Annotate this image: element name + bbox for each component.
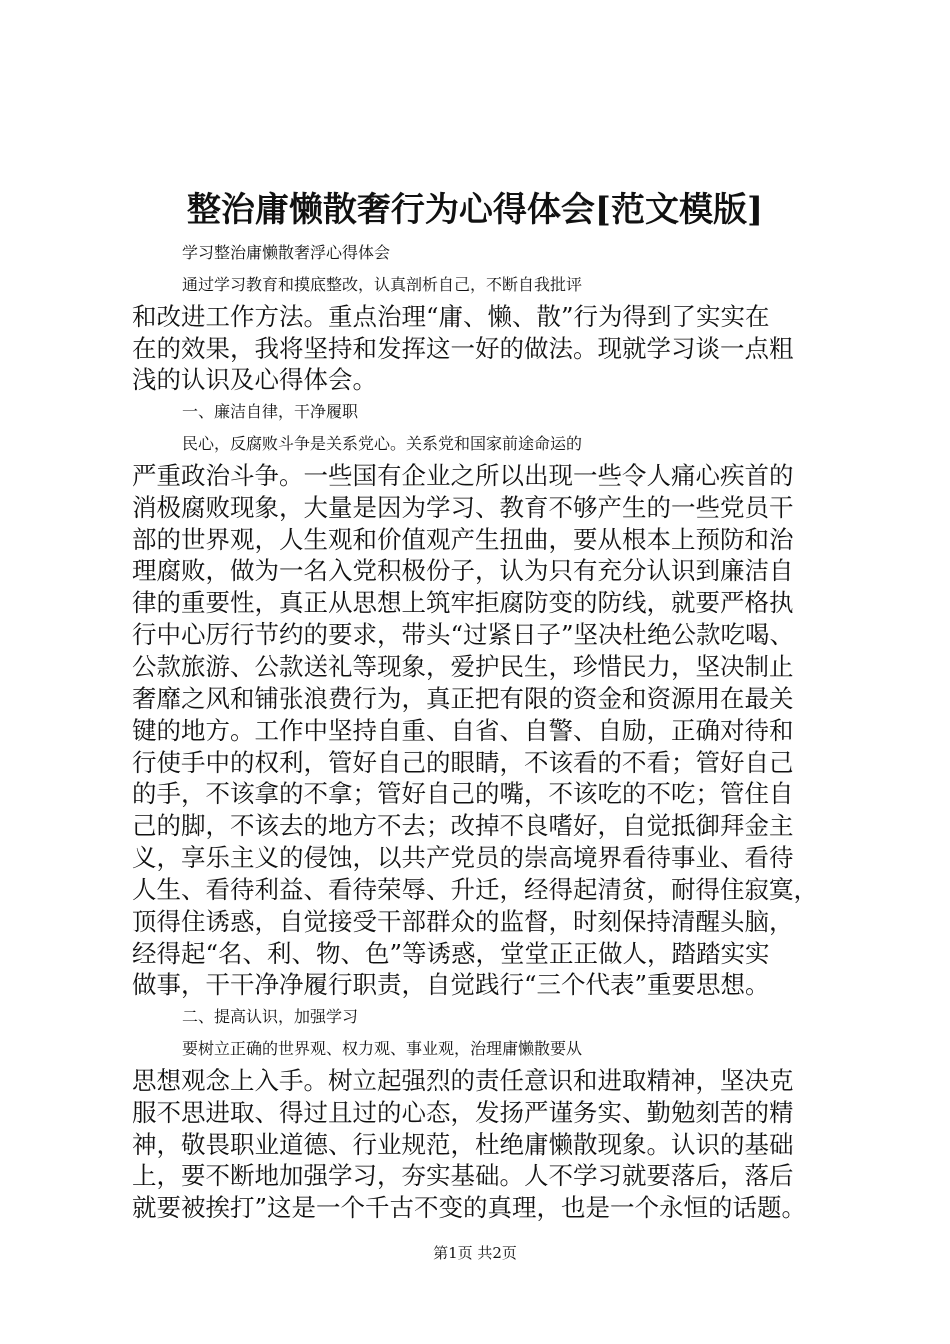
text-line: 在的效果，我将坚持和发挥这一好的做法。现就学习谈一点粗 (132, 333, 794, 363)
page-footer: 第1页 共2页 (433, 1244, 517, 1262)
text-line: 神，敬畏职业道德、行业规范，杜绝庸懒散现象。认识的基础 (132, 1129, 794, 1159)
text-line: 键的地方。工作中坚持自重、自省、自警、自励，正确对待和 (132, 715, 794, 745)
text-line: 做事，干干净净履行职责，自觉践行“三个代表”重要思想。 (132, 970, 770, 1000)
text-line: 理腐败，做为一名入党积极份子，认为只有充分认识到廉洁自 (132, 556, 794, 586)
text-line: 通过学习教育和摸底整改，认真剖析自己，不断自我批评 (182, 274, 583, 294)
text-line: 要树立正确的世界观、权力观、事业观，治理庸懒散要从 (182, 1039, 583, 1059)
text-line: 行中心厉行节约的要求，带头“过紧日子”坚决杜绝公款吃喝、 (132, 620, 795, 650)
text-line: 和改进工作方法。重点治理“庸、懒、散”行为得到了实实在 (132, 301, 770, 331)
text-line: 义，享乐主义的侵蚀，以共产党员的崇高境界看待事业、看待 (132, 843, 794, 873)
text-line: 人生、看待利益、看待荣辱、升迁，经得起清贫，耐得住寂寞， (132, 874, 818, 904)
document-title: 整治庸懒散奢行为心得体会[范文模版] (186, 190, 764, 230)
text-line: 顶得住诱惑，自觉接受干部群众的监督，时刻保持清醒头脑， (132, 906, 794, 936)
text-line: 消极腐败现象，大量是因为学习、教育不够产生的一些党员干 (132, 492, 794, 522)
text-line: 思想观念上入手。树立起强烈的责任意识和进取精神，坚决克 (132, 1065, 794, 1095)
text-line: 上，要不断地加强学习，夯实基础。人不学习就要落后，落后 (132, 1161, 794, 1191)
text-line: 浅的认识及心得体会。 (132, 365, 377, 395)
text-line: 服不思进取、得过且过的心态，发扬严谨务实、勤勉刻苦的精 (132, 1097, 794, 1127)
text-line: 律的重要性，真正从思想上筑牢拒腐防变的防线，就要严格执 (132, 588, 794, 618)
text-line: 经得起“名、利、物、色”等诱惑，堂堂正正做人，踏踏实实 (132, 938, 770, 968)
document-body (132, 237, 832, 1224)
text-line: 严重政治斗争。一些国有企业之所以出现一些令人痛心疾首的 (132, 460, 794, 490)
text-line: 就要被挨打”这是一个千古不变的真理，也是一个永恒的话题。 (132, 1193, 807, 1223)
text-line: 行使手中的权利，管好自己的眼睛，不该看的不看；管好自己 (132, 747, 794, 777)
text-line: 部的世界观，人生观和价值观产生扭曲，要从根本上预防和治 (132, 524, 794, 554)
text-line: 二、提高认识，加强学习 (182, 1007, 359, 1027)
text-line: 学习整治庸懒散奢浮心得体会 (182, 243, 391, 262)
text-line: 公款旅游、公款送礼等现象，爱护民生，珍惜民力，坚决制止 (132, 651, 794, 681)
text-line: 己的脚，不该去的地方不去；改掉不良嗜好，自觉抵御拜金主 (132, 811, 794, 841)
text-line: 奢靡之风和铺张浪费行为，真正把有限的资金和资源用在最关 (132, 683, 794, 713)
text-line: 民心，反腐败斗争是关系党心。关系党和国家前途命运的 (182, 434, 583, 454)
text-line: 的手，不该拿的不拿；管好自己的嘴，不该吃的不吃；管住自 (132, 779, 794, 809)
text-line: 一、廉洁自律，干净履职 (182, 402, 359, 422)
